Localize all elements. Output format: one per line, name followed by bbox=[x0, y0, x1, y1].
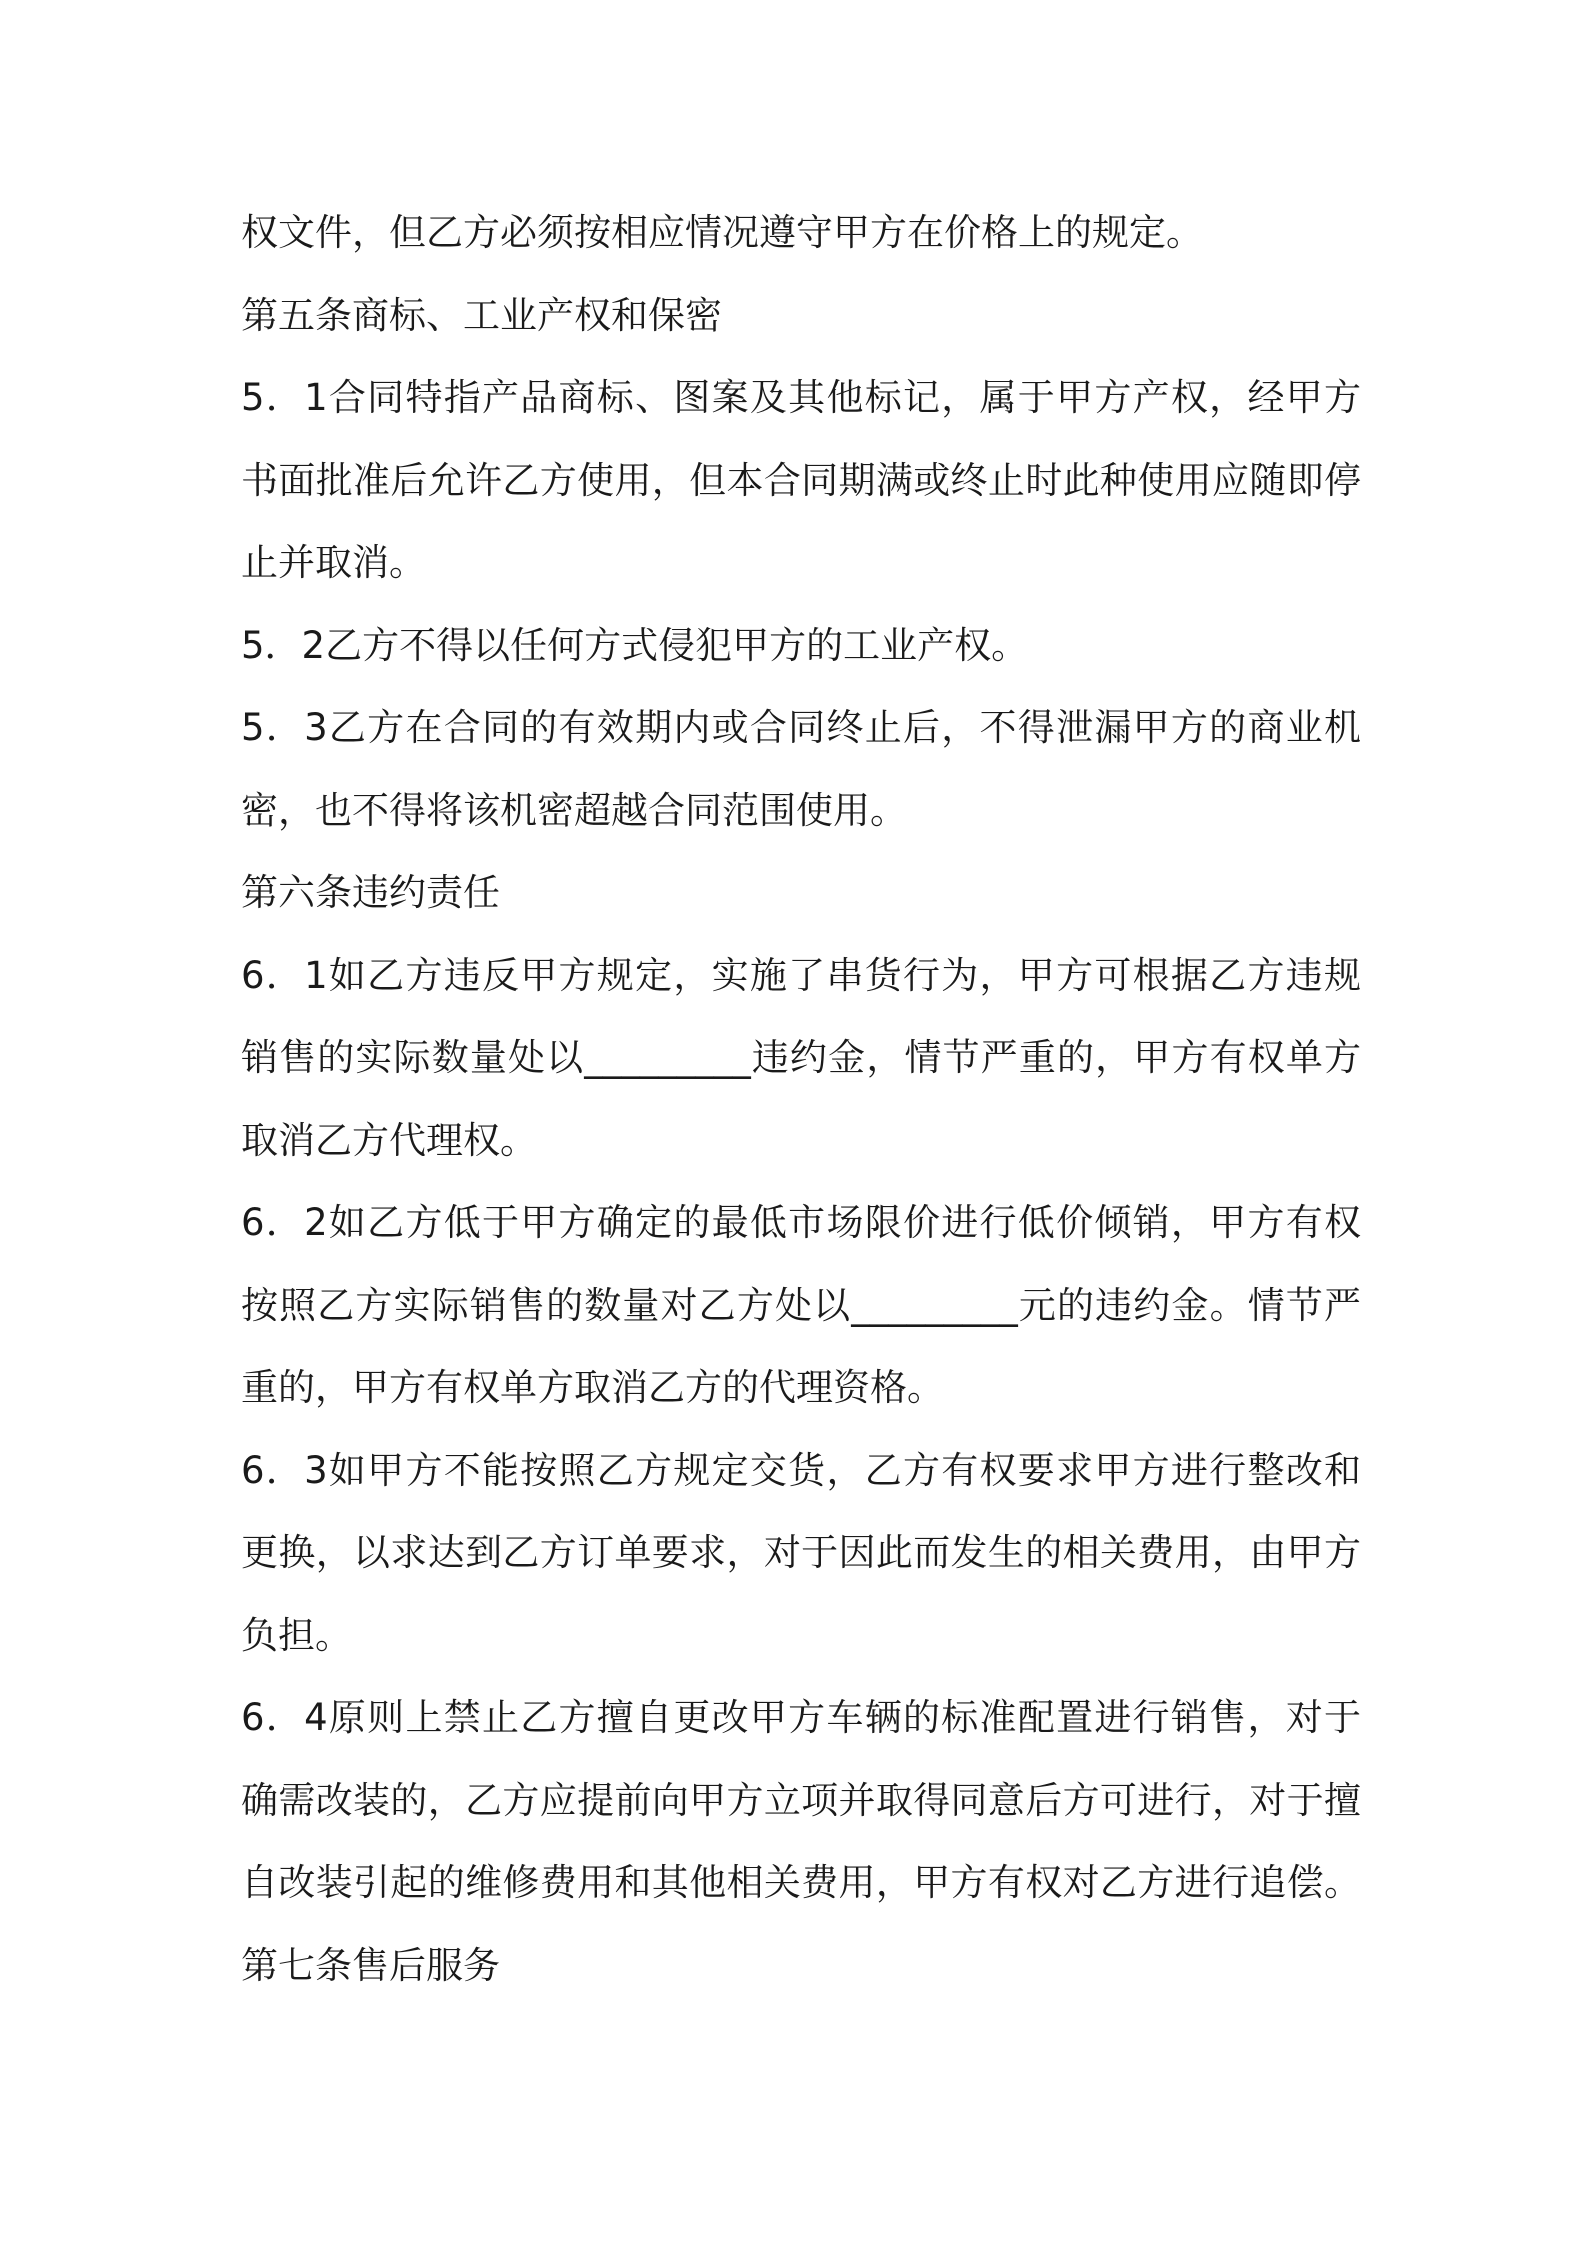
paragraph-line: 确需改装的，乙方应提前向甲方立项并取得同意后方可进行，对于擅 bbox=[241, 1778, 1361, 1822]
section-heading-5: 第五条商标、工业产权和保密 bbox=[241, 293, 722, 337]
paragraph-line: 重的，甲方有权单方取消乙方的代理资格。 bbox=[241, 1366, 944, 1409]
document-body bbox=[241, 192, 1361, 2007]
paragraph-line: 6．1如乙方违反甲方规定，实施了串货行为，甲方可根据乙方违规 bbox=[241, 953, 1361, 997]
paragraph-line: 负担。 bbox=[241, 1613, 352, 1657]
paragraph-line: 按照乙方实际销售的数量对乙方处以_________元的违约金。情节严 bbox=[241, 1283, 1361, 1327]
paragraph-line: 止并取消。 bbox=[241, 541, 426, 584]
paragraph-line: 6．3如甲方不能按照乙方规定交货，乙方有权要求甲方进行整改和 bbox=[241, 1448, 1361, 1492]
paragraph-line: 自改装引起的维修费用和其他相关费用，甲方有权对乙方进行追偿。 bbox=[241, 1861, 1361, 1904]
paragraph-line: 5．2乙方不得以任何方式侵犯甲方的工业产权。 bbox=[241, 623, 1029, 667]
paragraph-line: 6．2如乙方低于甲方确定的最低市场限价进行低价倾销，甲方有权 bbox=[241, 1201, 1361, 1244]
paragraph-line: 书面批准后允许乙方使用，但本合同期满或终止时此种使用应随即停 bbox=[241, 458, 1361, 502]
section-heading-7: 第七条售后服务 bbox=[241, 1943, 500, 1987]
paragraph-line: 5．1合同特指产品商标、图案及其他标记，属于甲方产权，经甲方 bbox=[241, 376, 1361, 419]
paragraph-line: 更换，以求达到乙方订单要求，对于因此而发生的相关费用，由甲方 bbox=[241, 1531, 1361, 1574]
paragraph-line: 6．4原则上禁止乙方擅自更改甲方车辆的标准配置进行销售，对于 bbox=[241, 1696, 1361, 1739]
paragraph-line: 密，也不得将该机密超越合同范围使用。 bbox=[241, 788, 907, 832]
section-heading-6: 第六条违约责任 bbox=[241, 871, 500, 914]
paragraph-line: 销售的实际数量处以_________违约金，情节严重的，甲方有权单方 bbox=[241, 1036, 1361, 1079]
paragraph-line: 权文件，但乙方必须按相应情况遵守甲方在价格上的规定。 bbox=[241, 211, 1203, 254]
paragraph-line: 5．3乙方在合同的有效期内或合同终止后，不得泄漏甲方的商业机 bbox=[241, 706, 1361, 749]
paragraph-line: 取消乙方代理权。 bbox=[241, 1118, 537, 1162]
